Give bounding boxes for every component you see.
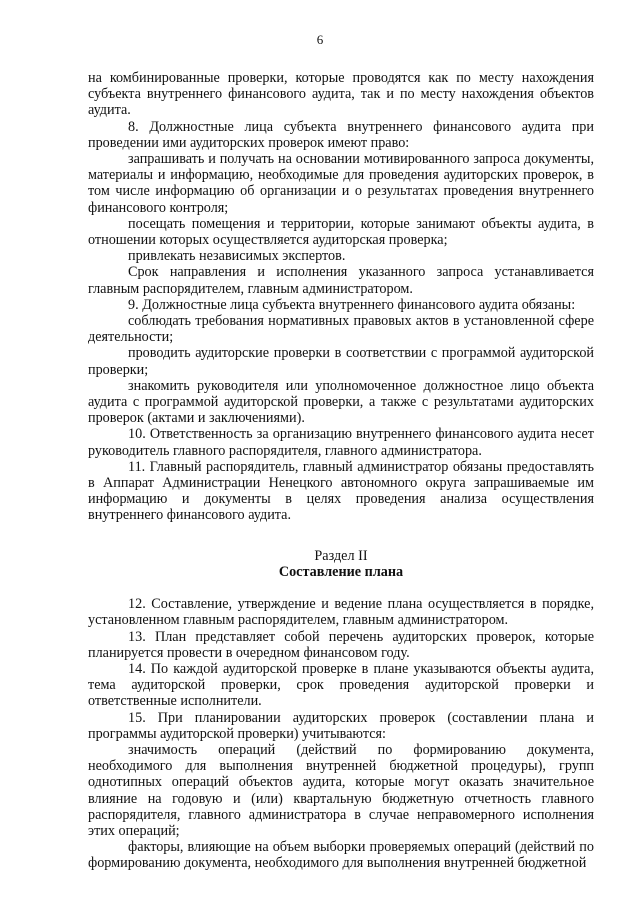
paragraph-duty-program: проводить аудиторские проверки в соответствии с программой аудиторской проверки; — [88, 345, 594, 378]
section-title: Составление плана — [278, 563, 404, 580]
paragraph-clause-10: 10. Ответственность за организацию внутреннего финансового аудита несет руководитель главного распорядителя, главного администратора. — [88, 426, 594, 459]
paragraph-significance: значимость операций (действий по формированию документа, необходимого для выполнения внутренней бюджетной процедуры), групп однотипных операций объектов аудита, которые могут оказать значительное влияние на годовую и (или) квартальную бюджетную отчетность главного распорядителя, главного администратора в случае неправомерного исполнения этих операций; — [88, 741, 594, 839]
paragraph-clause-14: 14. По каждой аудиторской проверке в плане указываются объекты аудита, тема аудиторской проверки, срок проведения аудиторской проверки и ответственные исполнители. — [88, 660, 594, 710]
paragraph-request-deadline: Срок направления и исполнения указанного запроса устанавливается главным распорядителем, главным администратором. — [88, 264, 594, 297]
paragraph-continuation: на комбинированные проверки, которые проводятся как по месту нахождения субъекта внутреннего финансового аудита, так и по месту нахождения объектов аудита. — [88, 70, 594, 119]
paragraph-clause-11: 11. Главный распорядитель, главный администратор обязаны предоставлять в Аппарат Администрации Ненецкого автономного округа запрашиваемые им информацию и документы в целях проведения анализа осуществления внутреннего финансового аудита. — [88, 458, 594, 524]
section-heading — [88, 548, 594, 580]
document-body — [88, 70, 594, 872]
paragraph-clause-12: 12. Составление, утверждение и ведение плана осуществляется в порядке, установленном главным распорядителем, главным администратором. — [88, 596, 594, 629]
paragraph-factors: факторы, влияющие на объем выборки проверяемых операций (действий по формированию документа, необходимого для выполнения внутренней бюджетной — [88, 839, 594, 872]
section-label: Раздел II — [314, 547, 368, 564]
paragraph-clause-8: 8. Должностные лица субъекта внутреннего финансового аудита при проведении ими аудиторских проверок имеют право: — [88, 118, 594, 151]
paragraph-right-experts: привлекать независимых экспертов. — [128, 248, 346, 265]
paragraph-clause-15: 15. При планировании аудиторских проверок (составлении плана и программы аудиторской проверки) учитываются: — [88, 709, 594, 742]
paragraph-clause-9: 9. Должностные лица субъекта внутреннего финансового аудита обязаны: — [128, 296, 576, 313]
paragraph-duty-inform: знакомить руководителя или уполномоченное должностное лицо объекта аудита с программой аудиторской проверки, а также с результатами аудиторских проверок (актами и заключениями). — [88, 377, 594, 427]
page-number: 6 — [316, 32, 324, 47]
paragraph-right-request: запрашивать и получать на основании мотивированного запроса документы, материалы и информацию, необходимые для проведения аудиторских проверок, в том числе информацию об организации и о результатах проведения внутреннего финансового контроля; — [88, 151, 594, 216]
paragraph-duty-comply: соблюдать требования нормативных правовых актов в установленной сфере деятельности; — [88, 313, 594, 346]
paragraph-right-visit: посещать помещения и территории, которые занимают объекты аудита, в отношении которых осуществляется аудиторская проверка; — [88, 215, 594, 249]
paragraph-clause-13: 13. План представляет собой перечень аудиторских проверок, которые планируется провести в очередном финансовом году. — [88, 628, 594, 661]
